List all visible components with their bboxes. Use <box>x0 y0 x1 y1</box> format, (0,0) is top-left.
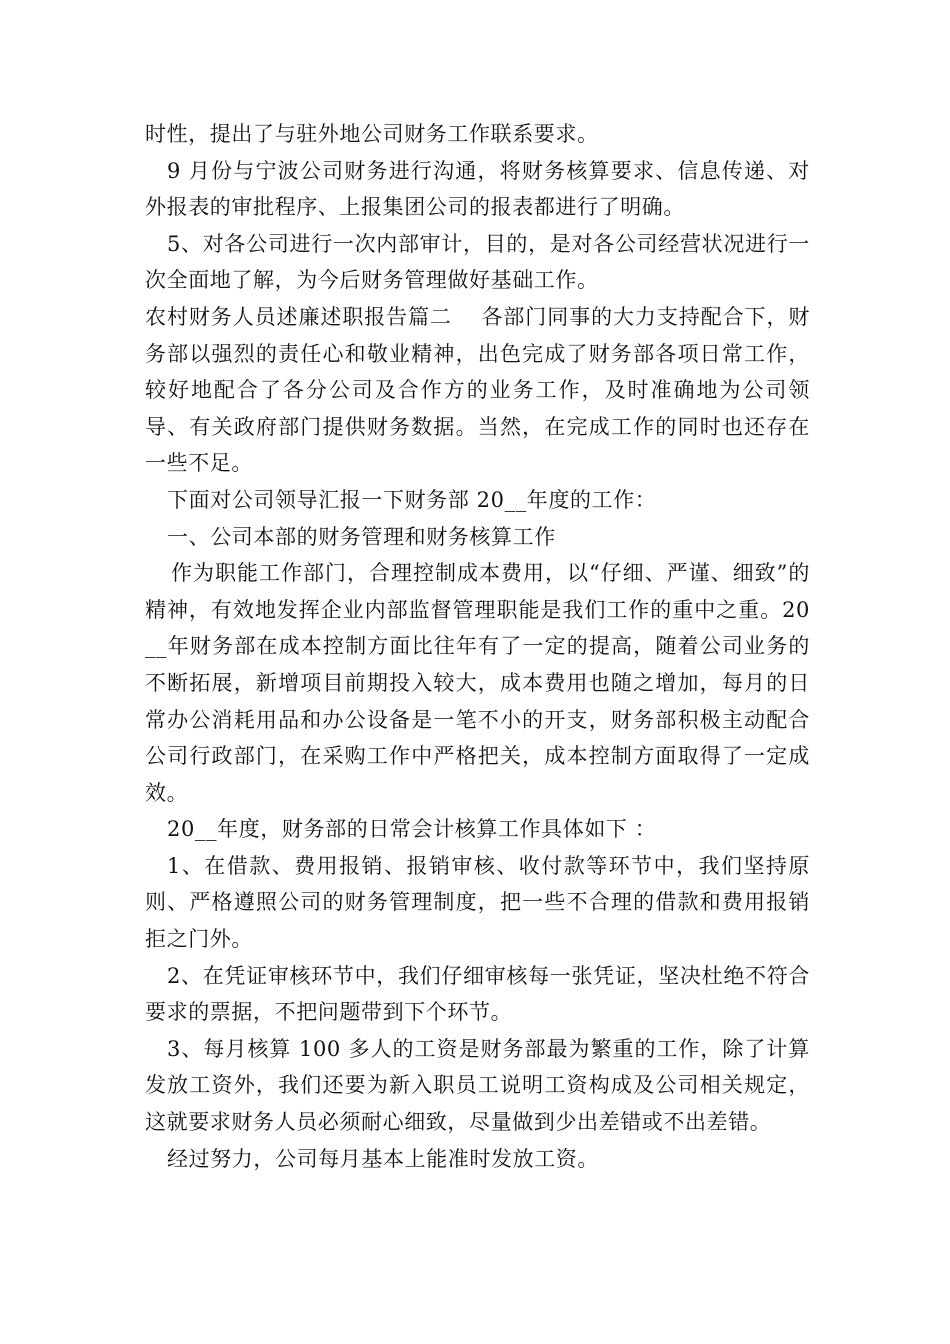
paragraph: 下面对公司领导汇报一下财务部 20__年度的工作： <box>167 487 657 512</box>
paragraph: 20__年度，财务部的日常会计核算工作具体如下 ： <box>167 817 657 842</box>
paragraph: 经过努力，公司每月基本上能准时发放工资。 <box>167 1146 599 1171</box>
paragraph: 9 月份与宁波公司财务进行沟通，将财务核算要求、信息传递、对外报表的审批程序、上报集团公司的报表都进行了明确。 <box>145 158 810 220</box>
subsection-heading: 一、公司本部的财务管理和财务核算工作 <box>167 524 556 549</box>
paragraph: 时性，提出了与驻外地公司财务工作联系要求。 <box>145 122 599 146</box>
section-heading-paragraph: 农村财务人员述廉述职报告篇二 各部门同事的大力支持配合下，财务部以强烈的责任心和敬业精神，出色完成了财务部各项日常工作，较好地配合了各分公司及合作方的业务工作，及时准确地为公司领导、有关政府部门提供财务数据。当然，在完成工作的同时也还存在一些不足。 <box>145 304 810 476</box>
document-body <box>145 116 810 1177</box>
list-item: 3、每月核算 100 多人的工资是财务部最为繁重的工作，除了计算发放工资外，我们还要为新入职员工说明工资构成及公司相关规定，这就要求财务人员必须耐心细致，尽量做到少出差错或不出差错。 <box>145 1036 810 1135</box>
paragraph: 作为职能工作部门，合理控制成本费用，以“仔细、严谨、细致”的精神，有效地发挥企业内部监督管理职能是我们工作的重中之重。20__年财务部在成本控制方面比往年有了一定的提高，随着公司业务的不断拓展，新增项目前期投入较大，成本费用也随之增加，每月的日常办公消耗用品和办公设备是一笔不小的开支，财务部积极主动配合公司行政部门，在采购工作中严格把关，成本控制方面取得了一定成效。 <box>145 561 810 805</box>
list-item: 1、在借款、费用报销、报销审核、收付款等环节中，我们坚持原则、严格遵照公司的财务管理制度，把一些不合理的借款和费用报销拒之门外。 <box>145 853 810 952</box>
paragraph: 5、对各公司进行一次内部审计，目的，是对各公司经营状况进行一次全面地了解，为今后财务管理做好基础工作。 <box>145 231 810 293</box>
list-item: 2、在凭证审核环节中，我们仔细审核每一张凭证，坚决杜绝不符合要求的票据，不把问题带到下个环节。 <box>145 963 810 1025</box>
